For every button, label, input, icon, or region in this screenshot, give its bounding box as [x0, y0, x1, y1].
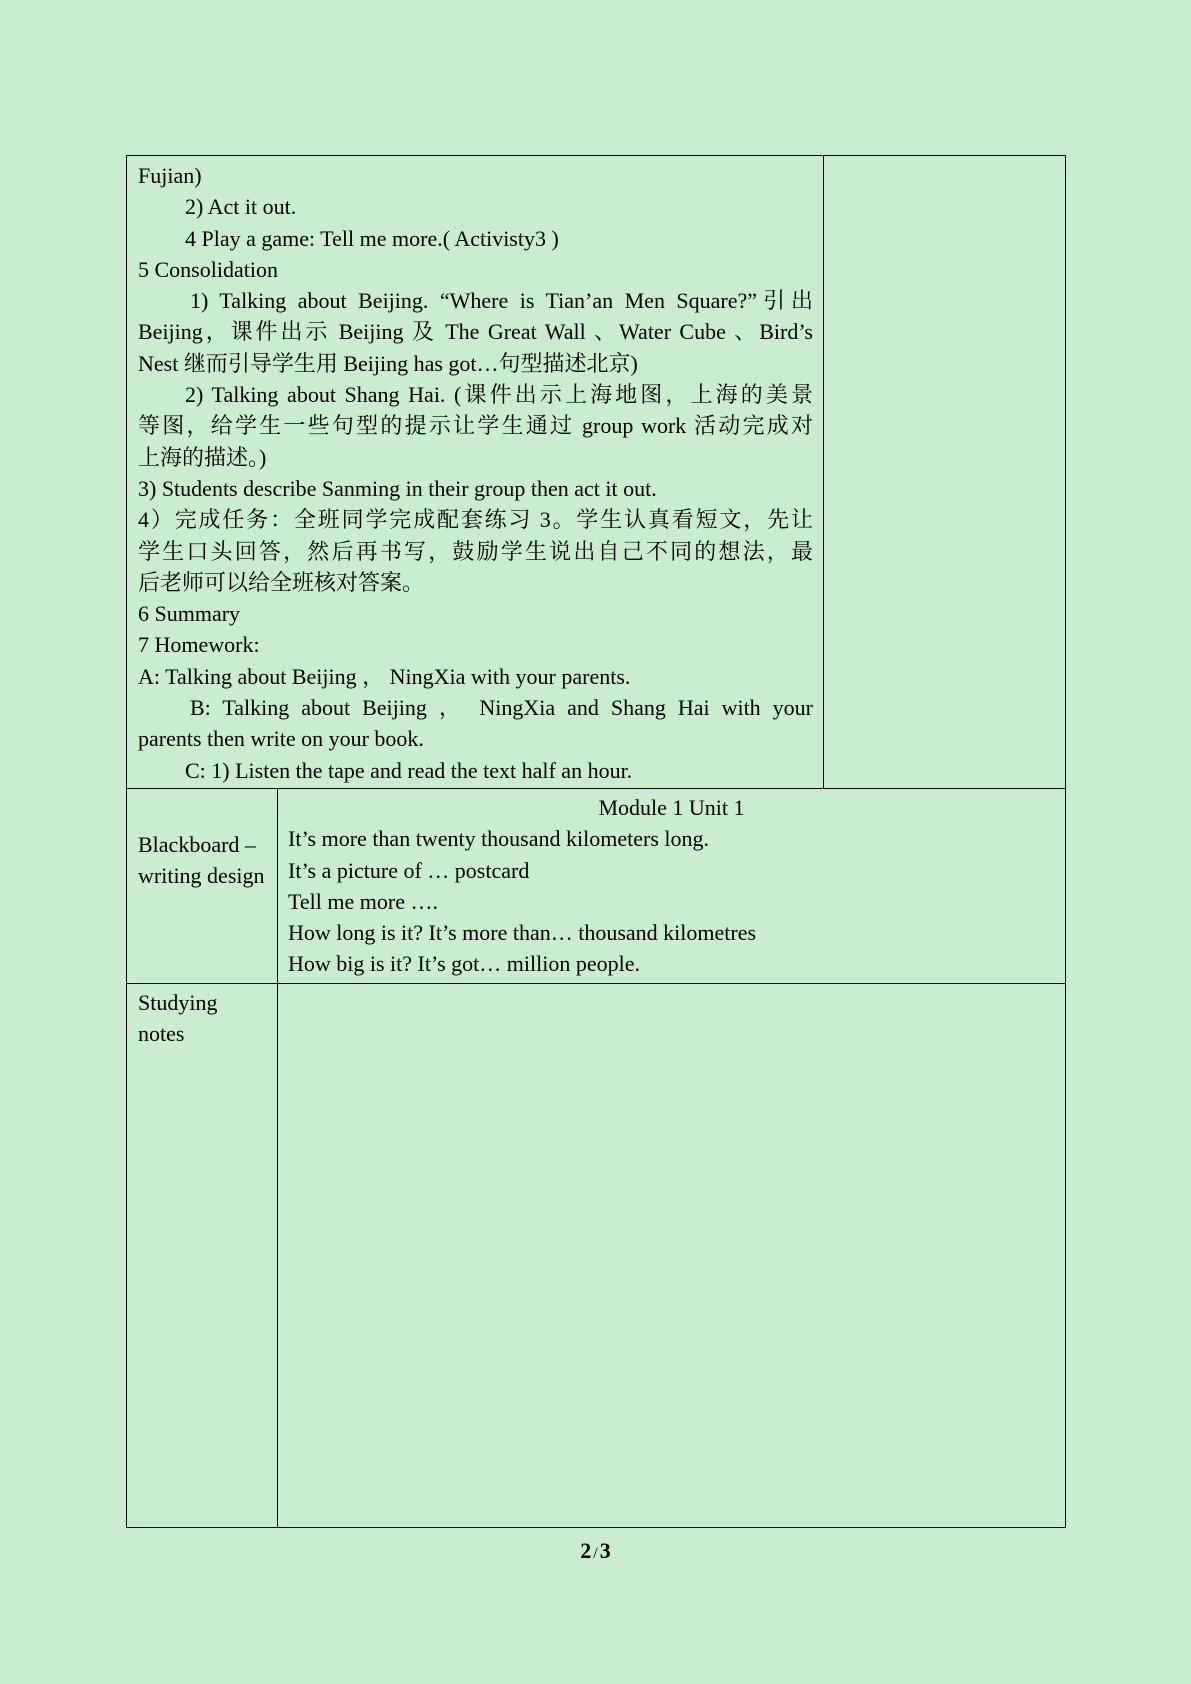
- page-number: [0, 1538, 1191, 1564]
- blackboard-label: Blackboard – writing design: [127, 788, 278, 983]
- blackboard-line: How big is it? It’s got… million people.: [288, 951, 640, 977]
- procedure-line: Nest 继而引导学生用 Beijing has got…句型描述北京): [138, 350, 638, 376]
- procedure-line: 1) Talking about Beijing. “Where is Tian’an Men Square?”引出: [190, 288, 813, 314]
- notes-row: [127, 983, 1066, 1527]
- procedure-line: 学生口头回答，然后再书写，鼓励学生说出自己不同的想法，最: [138, 538, 813, 564]
- procedure-line: A: Talking about Beijing ， NingXia with your parents.: [138, 663, 631, 689]
- procedure-line: 2) Talking about Shang Hai. (课件出示上海地图，上海的美景: [185, 382, 813, 408]
- procedure-line: 4）完成任务：全班同学完成配套练习 3。学生认真看短文，先让: [138, 507, 813, 533]
- lesson-plan-table: [126, 155, 1066, 1528]
- blackboard-content: [278, 788, 1066, 983]
- procedure-line: 等图，给学生一些句型的提示让学生通过 group work 活动完成对: [138, 413, 813, 439]
- procedure-line: B: Talking about Beijing ， NingXia and Shang Hai with your: [190, 695, 813, 721]
- blackboard-row: [127, 788, 1066, 983]
- blackboard-line: Tell me more ….: [288, 888, 438, 914]
- blackboard-line: How long is it? It’s more than… thousand kilometres: [288, 920, 757, 946]
- procedure-notes-cell: [824, 156, 1066, 789]
- procedure-line: C: 1) Listen the tape and read the text half an hour.: [185, 757, 633, 783]
- procedure-line: 2) Act it out.: [185, 194, 297, 220]
- procedure-line: 7 Homework:: [138, 632, 260, 658]
- page-total: 3: [599, 1538, 611, 1563]
- procedure-cell: [127, 156, 824, 789]
- procedure-line: parents then write on your book.: [138, 726, 424, 752]
- procedure-row: [127, 156, 1066, 789]
- blackboard-line: It’s a picture of … postcard: [288, 857, 530, 883]
- procedure-line: 5 Consolidation: [138, 256, 278, 282]
- procedure-line: Fujian): [138, 163, 202, 188]
- notes-label: Studying notes: [127, 983, 278, 1527]
- procedure-line: 4 Play a game: Tell me more.( Activisty3 ): [185, 225, 559, 251]
- procedure-line: 6 Summary: [138, 601, 241, 627]
- procedure-line: 后老师可以给全班核对答案。: [138, 569, 425, 595]
- procedure-line: 上海的描述。): [138, 444, 267, 470]
- page-separator: /: [593, 1545, 598, 1562]
- page-current: 2: [580, 1538, 592, 1563]
- blackboard-title: Module 1 Unit 1: [598, 794, 745, 820]
- procedure-line: Beijing，课件出示 Beijing 及 The Great Wall 、Water Cube 、Bird’s: [138, 319, 813, 345]
- procedure-line: 3) Students describe Sanming in their group then act it out.: [138, 475, 657, 501]
- blackboard-line: It’s more than twenty thousand kilometers long.: [288, 826, 709, 852]
- notes-content: [278, 983, 1066, 1527]
